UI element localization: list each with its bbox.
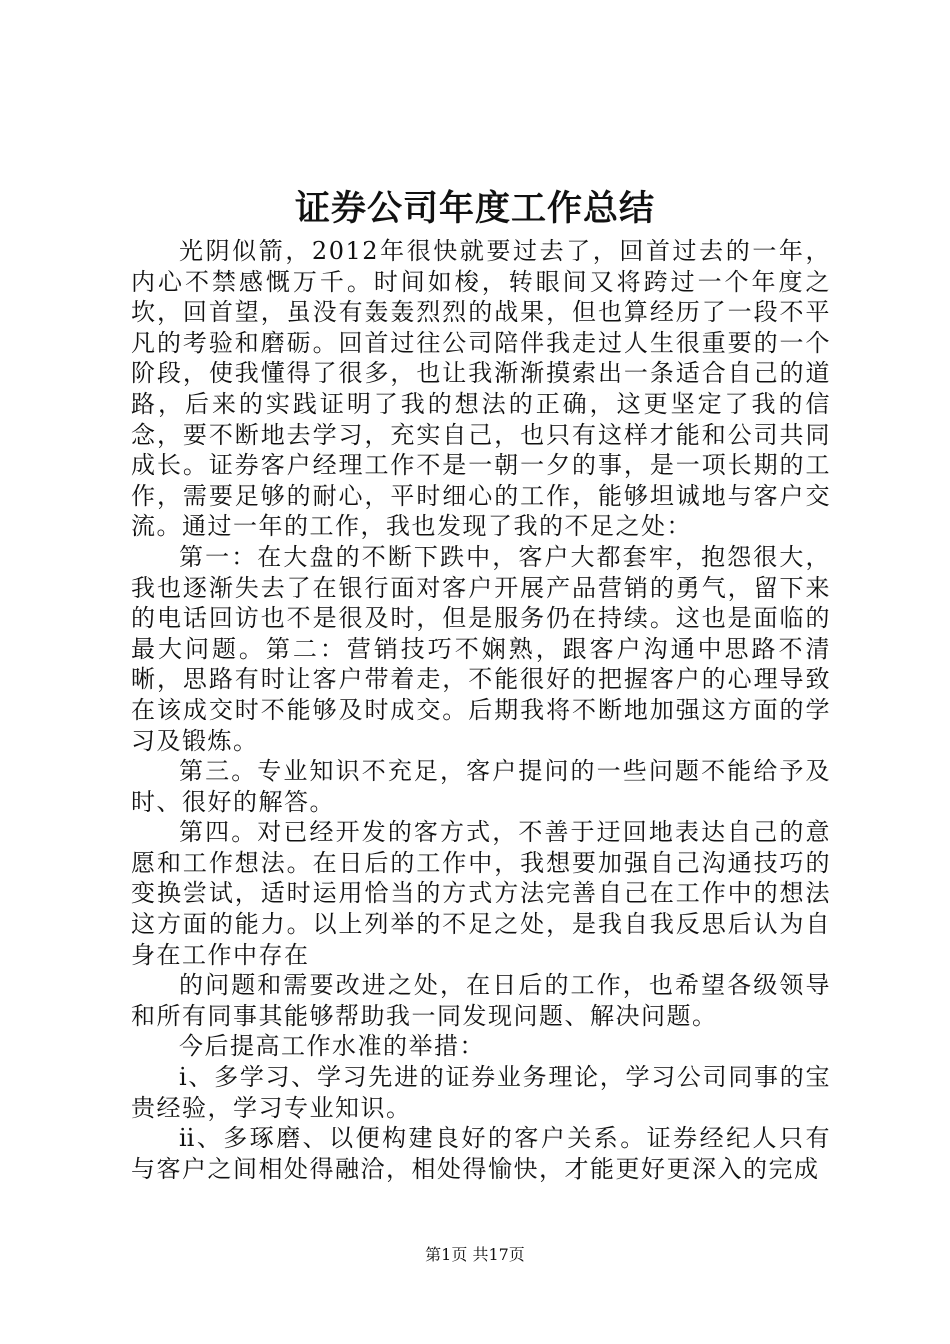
paragraph-measures-heading: 今后提高工作水准的举措： — [179, 1032, 485, 1061]
paragraph-measure-two: ⅱ、多琢磨、以便构建良好的客户关系。证券经纪人只有与客户之间相处得融洽，相处得愉快，才能更好更深入的完成 — [131, 1124, 831, 1183]
paragraph-point-four: 第四。对已经开发的客方式，不善于迂回地表达自己的意愿和工作想法。在日后的工作中，我想要加强自己沟通技巧的变换尝试，适时运用恰当的方式方法完善自己在工作中的想法这方面的能力。以上列举的不足之处，是我自我反思后认为自身在工作中存在 — [131, 818, 831, 969]
page-number-footer: 第1页 共17页 — [425, 1245, 525, 1264]
paragraph-measure-one: ⅰ、多学习、学习先进的证券业务理论，学习公司同事的宝贵经验，学习专业知识。 — [131, 1063, 831, 1122]
paragraph-point-one-two: 第一：在大盘的不断下跌中，客户大都套牢，抱怨很大，我也逐渐失去了在银行面对客户开展产品营销的勇气，留下来的电话回访也不是很及时，但是服务仍在持续。这也是面临的最大问题。第二：营销技巧不娴熟，跟客户沟通中思路不清晰，思路有时让客户带着走，不能很好的把握客户的心理导致在该成交时不能够及时成交。后期我将不断地加强这方面的学习及锻炼。 — [131, 542, 831, 755]
document-title: 证券公司年度工作总结 — [294, 188, 655, 229]
paragraph-intro: 光阴似箭，2012年很快就要过去了，回首过去的一年，内心不禁感慨万千。时间如梭，转眼间又将跨过一个年度之坎，回首望，虽没有轰轰烈烈的战果，但也算经历了一段不平凡的考验和磨砺。回首过往公司陪伴我走过人生很重要的一个阶段，使我懂得了很多，也让我渐渐摸索出一条适合自己的道路，后来的实践证明了我的想法的正确，这更坚定了我的信念，要不断地去学习，充实自己，也只有这样才能和公司共同成长。证券客户经理工作不是一朝一夕的事，是一项长期的工作，需要足够的耐心，平时细心的工作，能够坦诚地与客户交流。通过一年的工作，我也发现了我的不足之处： — [131, 237, 831, 541]
paragraph-continuation: 的问题和需要改进之处，在日后的工作，也希望各级领导和所有同事其能够帮助我一同发现问题、解决问题。 — [131, 971, 831, 1030]
paragraph-point-three: 第三。专业知识不充足，客户提问的一些问题不能给予及时、很好的解答。 — [131, 757, 831, 816]
document-body — [131, 236, 831, 1184]
